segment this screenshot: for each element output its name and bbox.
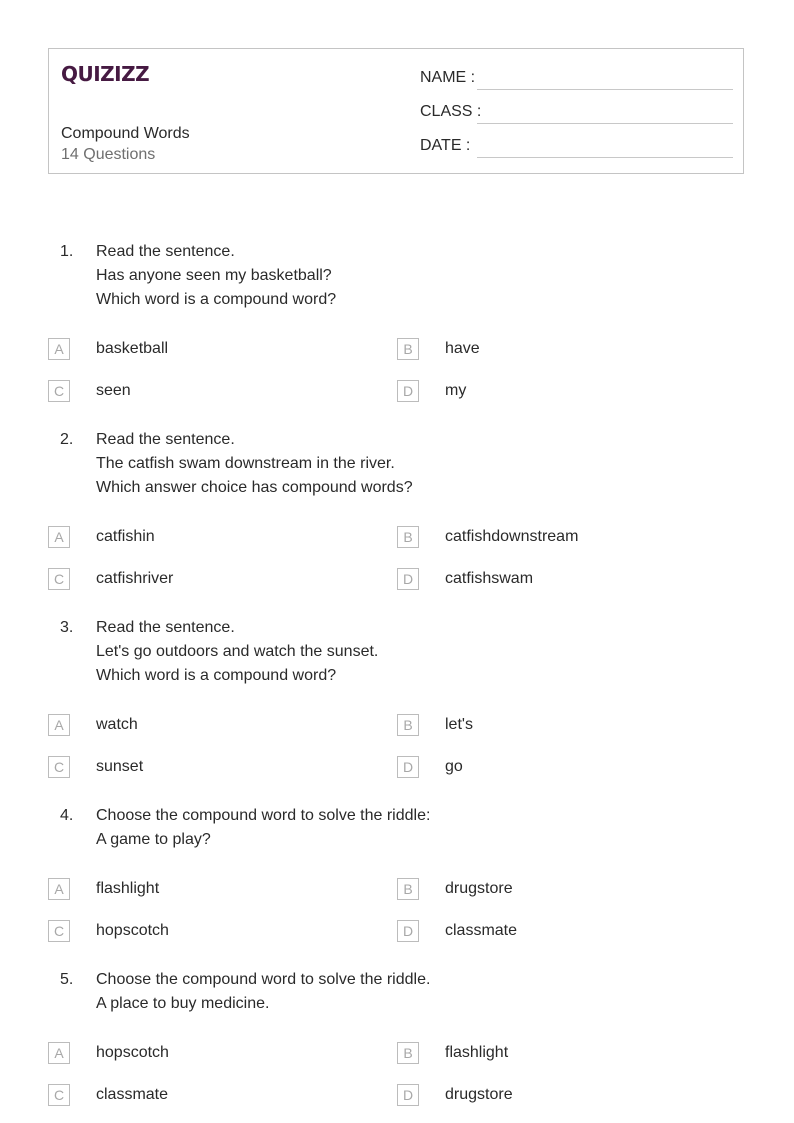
option-c-text: seen xyxy=(96,382,131,399)
question-text: Choose the compound word to solve the riddle. A place to buy medicine. xyxy=(96,971,431,1012)
question-text: Choose the compound word to solve the riddle: A game to play? xyxy=(96,807,431,848)
option-b-text: let's xyxy=(445,716,473,733)
option-a-text: hopscotch xyxy=(96,1044,169,1061)
quizizz-logo xyxy=(61,61,151,85)
option-b-text: catfishdownstream xyxy=(445,528,579,545)
question-number: 5. xyxy=(60,971,74,988)
option-d-text: classmate xyxy=(445,922,518,939)
option-b-box[interactable]: B xyxy=(397,878,419,900)
option-d-box[interactable]: D xyxy=(397,568,419,590)
question-number: 4. xyxy=(60,807,74,824)
option-c-box[interactable]: C xyxy=(48,756,70,778)
option-b-box[interactable]: B xyxy=(397,1042,419,1064)
option-c-text: hopscotch xyxy=(96,922,169,939)
class-label: CLASS : xyxy=(420,103,482,120)
worksheet-title: Compound Words xyxy=(61,125,190,142)
option-c-box[interactable]: C xyxy=(48,1084,70,1106)
question-number: 2. xyxy=(60,431,74,448)
option-a-box[interactable]: A xyxy=(48,338,70,360)
question-text: Read the sentence. The catfish swam downstream in the river. Which answer choice has compound words? xyxy=(96,431,413,496)
question-text: Read the sentence. Has anyone seen my basketball? Which word is a compound word? xyxy=(96,243,337,308)
option-d-text: catfishswam xyxy=(445,570,534,587)
option-a-box[interactable]: A xyxy=(48,526,70,548)
option-c-text: classmate xyxy=(96,1086,169,1103)
option-a-box[interactable]: A xyxy=(48,878,70,900)
option-a-box[interactable]: A xyxy=(48,714,70,736)
option-a-text: flashlight xyxy=(96,880,160,897)
option-d-box[interactable]: D xyxy=(397,920,419,942)
option-c-box[interactable]: C xyxy=(48,568,70,590)
question-number: 3. xyxy=(60,619,74,636)
date-line[interactable] xyxy=(477,157,733,158)
option-b-box[interactable]: B xyxy=(397,338,419,360)
option-d-box[interactable]: D xyxy=(397,756,419,778)
question-count: 14 Questions xyxy=(61,146,156,163)
option-b-text: drugstore xyxy=(445,880,513,897)
option-c-box[interactable]: C xyxy=(48,920,70,942)
option-c-box[interactable]: C xyxy=(48,380,70,402)
option-d-text: go xyxy=(445,758,463,775)
class-line[interactable] xyxy=(477,123,733,124)
option-b-text: flashlight xyxy=(445,1044,509,1061)
option-a-text: basketball xyxy=(96,340,169,357)
worksheet-header xyxy=(48,48,744,174)
date-label: DATE : xyxy=(420,137,471,154)
question-text: Read the sentence. Let's go outdoors and watch the sunset. Which word is a compound word? xyxy=(96,619,379,684)
option-d-text: drugstore xyxy=(445,1086,513,1103)
svg-text:QUIZIZZ: QUIZIZZ xyxy=(61,62,150,85)
option-d-text: my xyxy=(445,382,467,399)
option-b-text: have xyxy=(445,340,480,357)
option-c-text: catfishriver xyxy=(96,570,174,587)
option-c-text: sunset xyxy=(96,758,144,775)
name-line[interactable] xyxy=(477,89,733,90)
option-a-box[interactable]: A xyxy=(48,1042,70,1064)
name-label: NAME : xyxy=(420,69,476,86)
option-b-box[interactable]: B xyxy=(397,714,419,736)
question-number: 1. xyxy=(60,243,74,260)
option-d-box[interactable]: D xyxy=(397,1084,419,1106)
option-a-text: catfishin xyxy=(96,528,155,545)
option-b-box[interactable]: B xyxy=(397,526,419,548)
option-a-text: watch xyxy=(96,716,138,733)
option-d-box[interactable]: D xyxy=(397,380,419,402)
